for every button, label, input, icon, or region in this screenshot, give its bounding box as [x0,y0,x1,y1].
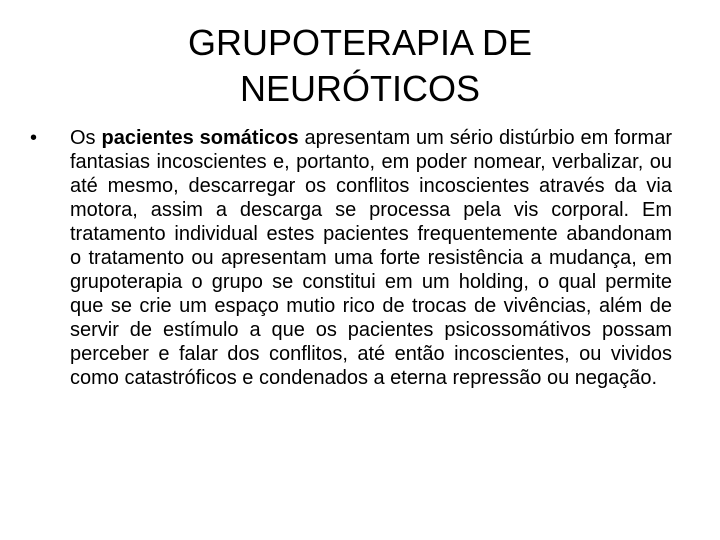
slide-title [60,20,660,112]
paragraph-lead: Os [70,127,102,149]
bullet-icon: • [30,127,38,149]
slide-title-line-2: NEURÓTICOS [239,68,480,109]
paragraph-body: apresentam um sério distúrbio em formar fantasias incoscientes e, portanto, em poder nomear, verbalizar, ou até mesmo, descarregar os conflitos incoscientes através da via motora, assim a descarga se processa pela vis corporal. Em tratamento individual estes pacientes frequentemente abandonam o tratamento ou apresentam uma forte resistência a mudança, em grupoterapia o grupo se constitui em um holding, o qual permite que se crie um espaço mutio rico de trocas de vivências, além de servir de estímulo a que os pacientes psicossomátivos possam perceber e falar dos conflitos, até então incoscientes, ou vividos como catastróficos e condenados a eterna repressão ou negação. [70,127,672,389]
bullet-item [30,126,672,390]
slide-title-line-1: GRUPOTERAPIA DE [187,22,533,63]
paragraph-bold-term: pacientes somáticos [101,127,299,149]
slide-content [30,126,672,390]
bullet-paragraph [70,126,672,390]
